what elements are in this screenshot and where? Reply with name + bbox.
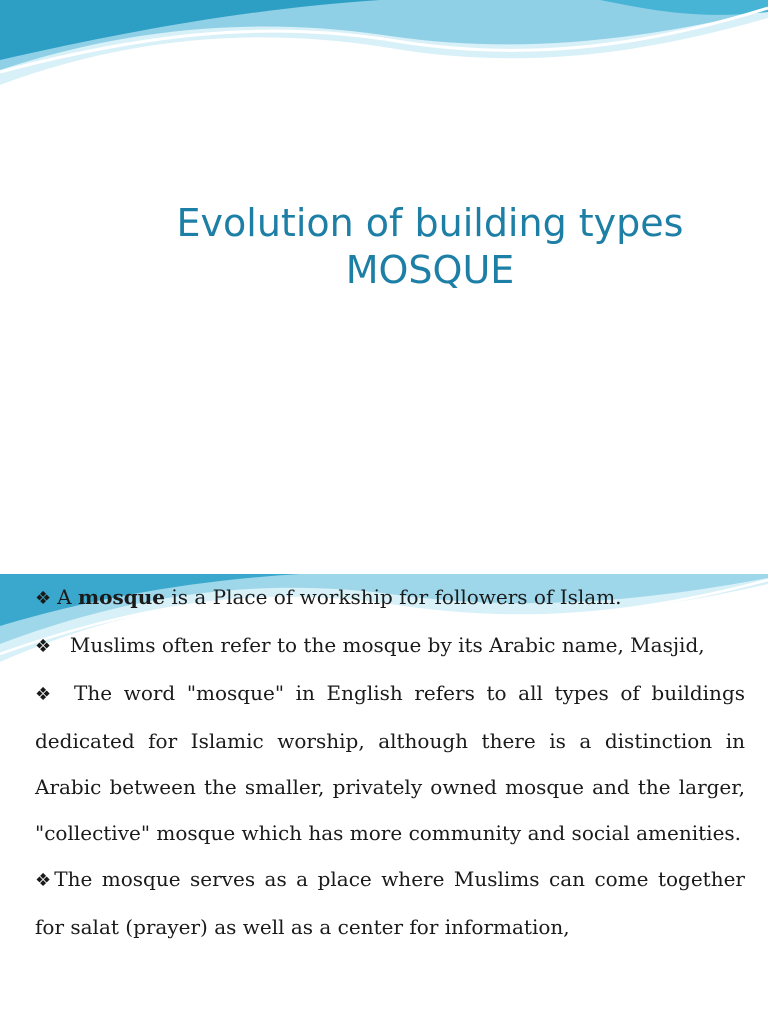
- bullet-1-lead: A: [57, 585, 72, 609]
- bullet-3-text: The word "mosque" in English refers to all types of buildings dedicated for Islamic worship, although there is a distinction in Arabic between the smaller, privately owned mosque and the larger, "collective" mosque which has more community and social amenities.: [35, 681, 746, 845]
- title-line-2: MOSQUE: [345, 248, 515, 292]
- slide-body: [35, 574, 745, 950]
- diamond-bullet-icon: ❖: [35, 870, 55, 891]
- title-line-1: Evolution of building types: [176, 201, 684, 245]
- bullet-item-3: [35, 670, 745, 856]
- bullet-4-text: The mosque serves as a place where Muslims can come together for salat (prayer) as well as a center for information,: [35, 867, 745, 939]
- slide-title: [130, 200, 730, 294]
- decorative-wave-top: [0, 0, 768, 100]
- bullet-1-text: is a Place of workship for followers of Islam.: [171, 585, 622, 609]
- bullet-2-text: Muslims often refer to the mosque by its Arabic name, Masjid,: [69, 633, 705, 657]
- bullet-item-1: [35, 574, 745, 622]
- content-slide: [0, 574, 768, 1024]
- bullet-item-2: [35, 622, 745, 670]
- diamond-bullet-icon: ❖: [35, 636, 52, 657]
- diamond-bullet-icon: ❖: [35, 588, 52, 609]
- bullet-item-4: [35, 856, 745, 950]
- diamond-bullet-icon: ❖: [35, 684, 57, 705]
- bullet-1-bold-term: mosque: [77, 585, 165, 609]
